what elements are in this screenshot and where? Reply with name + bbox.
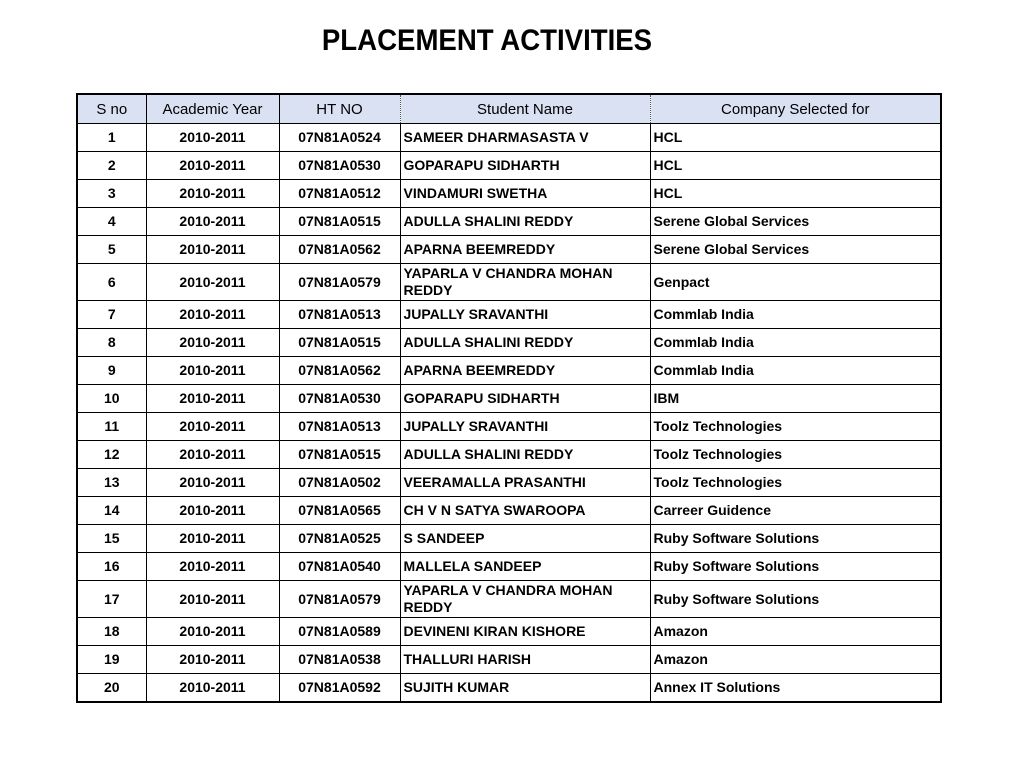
cell-ht-no: 07N81A0562 xyxy=(279,236,400,264)
cell-company: Amazon xyxy=(650,646,941,674)
cell-academic-year: 2010-2011 xyxy=(146,497,279,525)
header-ht-no: HT NO xyxy=(279,94,400,124)
cell-company: IBM xyxy=(650,385,941,413)
table-row xyxy=(77,152,941,180)
cell-student-name: JUPALLY SRAVANTHI xyxy=(400,301,650,329)
cell-ht-no: 07N81A0579 xyxy=(279,581,400,618)
cell-student-name: ADULLA SHALINI REDDY xyxy=(400,329,650,357)
cell-ht-no: 07N81A0530 xyxy=(279,152,400,180)
cell-academic-year: 2010-2011 xyxy=(146,357,279,385)
table-row xyxy=(77,124,941,152)
table-row xyxy=(77,646,941,674)
cell-ht-no: 07N81A0513 xyxy=(279,413,400,441)
cell-student-name: VEERAMALLA PRASANTHI xyxy=(400,469,650,497)
cell-ht-no: 07N81A0530 xyxy=(279,385,400,413)
cell-ht-no: 07N81A0589 xyxy=(279,618,400,646)
cell-sno: 1 xyxy=(77,124,146,152)
cell-sno: 15 xyxy=(77,525,146,553)
cell-student-name: APARNA BEEMREDDY xyxy=(400,357,650,385)
cell-student-name: THALLURI HARISH xyxy=(400,646,650,674)
cell-company: Toolz Technologies xyxy=(650,413,941,441)
cell-academic-year: 2010-2011 xyxy=(146,674,279,703)
cell-ht-no: 07N81A0515 xyxy=(279,208,400,236)
cell-company: HCL xyxy=(650,152,941,180)
cell-ht-no: 07N81A0592 xyxy=(279,674,400,703)
cell-company: Commlab India xyxy=(650,357,941,385)
cell-student-name: YAPARLA V CHANDRA MOHAN REDDY xyxy=(400,581,650,618)
cell-ht-no: 07N81A0565 xyxy=(279,497,400,525)
cell-sno: 10 xyxy=(77,385,146,413)
header-academic-year: Academic Year xyxy=(146,94,279,124)
cell-student-name: APARNA BEEMREDDY xyxy=(400,236,650,264)
table-row xyxy=(77,441,941,469)
cell-sno: 6 xyxy=(77,264,146,301)
cell-sno: 14 xyxy=(77,497,146,525)
cell-company: Ruby Software Solutions xyxy=(650,581,941,618)
cell-student-name: YAPARLA V CHANDRA MOHAN REDDY xyxy=(400,264,650,301)
cell-academic-year: 2010-2011 xyxy=(146,236,279,264)
table-row xyxy=(77,618,941,646)
cell-sno: 17 xyxy=(77,581,146,618)
table-row xyxy=(77,525,941,553)
cell-company: Ruby Software Solutions xyxy=(650,553,941,581)
cell-company: Amazon xyxy=(650,618,941,646)
cell-student-name: MALLELA SANDEEP xyxy=(400,553,650,581)
cell-academic-year: 2010-2011 xyxy=(146,618,279,646)
cell-ht-no: 07N81A0562 xyxy=(279,357,400,385)
header-student-name: Student Name xyxy=(400,94,650,124)
cell-academic-year: 2010-2011 xyxy=(146,413,279,441)
cell-company: Serene Global Services xyxy=(650,236,941,264)
cell-ht-no: 07N81A0538 xyxy=(279,646,400,674)
cell-student-name: VINDAMURI SWETHA xyxy=(400,180,650,208)
cell-sno: 9 xyxy=(77,357,146,385)
table-row xyxy=(77,329,941,357)
cell-ht-no: 07N81A0525 xyxy=(279,525,400,553)
cell-sno: 11 xyxy=(77,413,146,441)
cell-company: Serene Global Services xyxy=(650,208,941,236)
cell-ht-no: 07N81A0502 xyxy=(279,469,400,497)
cell-sno: 18 xyxy=(77,618,146,646)
cell-company: Carreer Guidence xyxy=(650,497,941,525)
placement-table xyxy=(76,93,942,703)
cell-sno: 19 xyxy=(77,646,146,674)
table-row xyxy=(77,236,941,264)
table-row xyxy=(77,469,941,497)
header-row xyxy=(77,94,941,124)
table-row xyxy=(77,357,941,385)
table-row xyxy=(77,180,941,208)
cell-sno: 2 xyxy=(77,152,146,180)
cell-academic-year: 2010-2011 xyxy=(146,180,279,208)
cell-academic-year: 2010-2011 xyxy=(146,581,279,618)
cell-company: HCL xyxy=(650,124,941,152)
cell-student-name: SUJITH KUMAR xyxy=(400,674,650,703)
page-title: PLACEMENT ACTIVITIES xyxy=(321,24,653,57)
cell-academic-year: 2010-2011 xyxy=(146,301,279,329)
cell-company: HCL xyxy=(650,180,941,208)
cell-sno: 12 xyxy=(77,441,146,469)
cell-student-name: DEVINENI KIRAN KISHORE xyxy=(400,618,650,646)
cell-sno: 3 xyxy=(77,180,146,208)
table-row xyxy=(77,581,941,618)
cell-academic-year: 2010-2011 xyxy=(146,152,279,180)
header-sno: S no xyxy=(77,94,146,124)
cell-academic-year: 2010-2011 xyxy=(146,124,279,152)
cell-student-name: JUPALLY SRAVANTHI xyxy=(400,413,650,441)
cell-company: Annex IT Solutions xyxy=(650,674,941,703)
table-row xyxy=(77,553,941,581)
cell-academic-year: 2010-2011 xyxy=(146,525,279,553)
header-company: Company Selected for xyxy=(650,94,941,124)
cell-student-name: ADULLA SHALINI REDDY xyxy=(400,208,650,236)
cell-sno: 7 xyxy=(77,301,146,329)
cell-academic-year: 2010-2011 xyxy=(146,646,279,674)
cell-ht-no: 07N81A0513 xyxy=(279,301,400,329)
cell-sno: 5 xyxy=(77,236,146,264)
cell-company: Ruby Software Solutions xyxy=(650,525,941,553)
cell-ht-no: 07N81A0512 xyxy=(279,180,400,208)
cell-ht-no: 07N81A0515 xyxy=(279,441,400,469)
cell-company: Toolz Technologies xyxy=(650,441,941,469)
table-header xyxy=(77,94,941,124)
cell-student-name: CH V N SATYA SWAROOPA xyxy=(400,497,650,525)
cell-ht-no: 07N81A0540 xyxy=(279,553,400,581)
cell-academic-year: 2010-2011 xyxy=(146,208,279,236)
table-row xyxy=(77,413,941,441)
table-row xyxy=(77,301,941,329)
cell-ht-no: 07N81A0524 xyxy=(279,124,400,152)
cell-student-name: ADULLA SHALINI REDDY xyxy=(400,441,650,469)
cell-student-name: GOPARAPU SIDHARTH xyxy=(400,152,650,180)
table-row xyxy=(77,497,941,525)
cell-academic-year: 2010-2011 xyxy=(146,441,279,469)
cell-sno: 8 xyxy=(77,329,146,357)
table-row xyxy=(77,208,941,236)
cell-student-name: S SANDEEP xyxy=(400,525,650,553)
cell-sno: 4 xyxy=(77,208,146,236)
table-body xyxy=(77,124,941,703)
cell-academic-year: 2010-2011 xyxy=(146,329,279,357)
table-row xyxy=(77,264,941,301)
cell-ht-no: 07N81A0579 xyxy=(279,264,400,301)
cell-academic-year: 2010-2011 xyxy=(146,469,279,497)
cell-ht-no: 07N81A0515 xyxy=(279,329,400,357)
cell-company: Commlab India xyxy=(650,329,941,357)
table-row xyxy=(77,674,941,703)
cell-company: Commlab India xyxy=(650,301,941,329)
cell-academic-year: 2010-2011 xyxy=(146,385,279,413)
cell-sno: 20 xyxy=(77,674,146,703)
cell-sno: 13 xyxy=(77,469,146,497)
table-row xyxy=(77,385,941,413)
cell-student-name: GOPARAPU SIDHARTH xyxy=(400,385,650,413)
cell-company: Genpact xyxy=(650,264,941,301)
cell-academic-year: 2010-2011 xyxy=(146,553,279,581)
cell-academic-year: 2010-2011 xyxy=(146,264,279,301)
cell-student-name: SAMEER DHARMASASTA V xyxy=(400,124,650,152)
cell-sno: 16 xyxy=(77,553,146,581)
cell-company: Toolz Technologies xyxy=(650,469,941,497)
